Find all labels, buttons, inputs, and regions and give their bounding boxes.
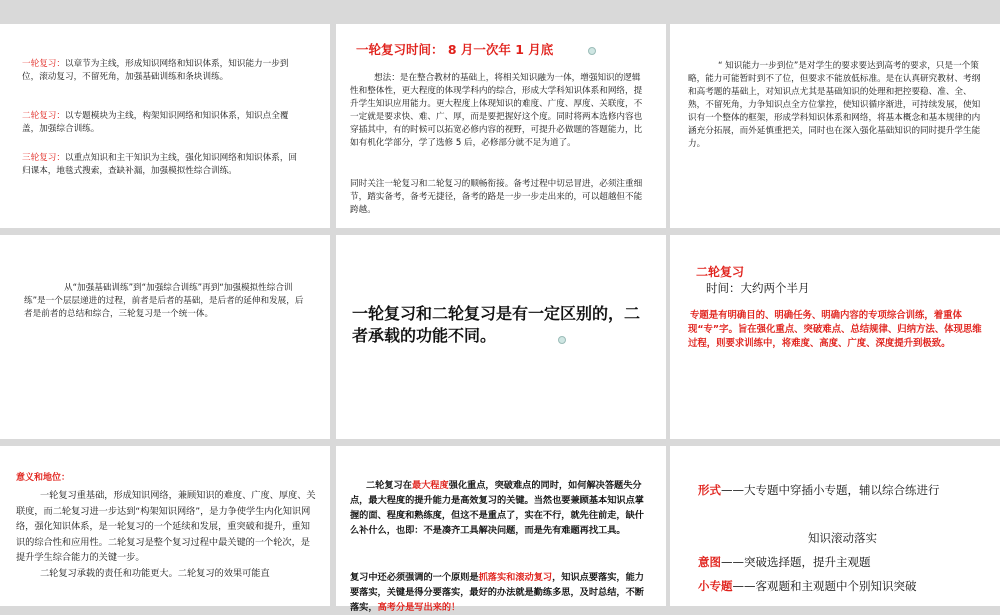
bullet-dot-icon <box>558 336 566 344</box>
small-topic-label: 小专题 <box>698 579 733 593</box>
slide-significance <box>0 446 330 606</box>
slide-title: 二轮复习 <box>696 265 745 279</box>
focus-paragraph <box>350 478 650 538</box>
slide-training-progression <box>0 235 330 439</box>
principle-text-start: 复习中还必须强调的一个原则是 <box>350 572 479 583</box>
intent-label: 意图 <box>698 555 721 569</box>
progression-paragraph: 从“加强基础训练”到“加强综合训练”再到“加强模拟性综合训练”是一个层层递进的过程，前者是后者的基础，是后者的延伸和发展，后者是前者的总结和综合，三轮复习是一个统一体。 <box>24 283 304 319</box>
first-round-text: 以章节为主线，形成知识网络和知识体系，知识能力一步到位，滚动复习，不留死角，加强基础训练和条块训练。 <box>22 59 289 82</box>
form-line <box>698 482 940 498</box>
intent-line <box>698 554 871 570</box>
principle-highlight: 抓落实和滚动复习 <box>478 572 553 583</box>
section-heading: 意义和地位： <box>16 473 71 483</box>
slide-first-round-time <box>336 24 666 228</box>
third-round-label: 三轮复习： <box>22 153 65 163</box>
time-line: 时间：大约两个半月 <box>706 281 810 295</box>
significance-paragraph-2: 二轮复习承载的责任和功能更大。二轮复习的效果可能直 <box>40 567 270 579</box>
slide-knowledge-ability <box>670 24 1000 228</box>
small-topic-line <box>698 578 917 594</box>
slide-second-round-focus <box>336 446 666 613</box>
form-text: ——大专题中穿插小专题，辅以综合练进行 <box>721 483 940 497</box>
slide-second-round <box>670 235 1000 439</box>
second-round-item <box>22 110 300 136</box>
significance-paragraph-1: 一轮复习重基础，形成知识网络，兼顾知识的难度、广度、厚度、关联度，而二轮复习进一步达到“构架知识网络”，是力争使学生内化知识网络，强化知识体系，是一轮复习的一个延续和发展，重突破和提升，重知识的综合性和应用性。二轮复习是整个复习过程中最关键的一个轮次，是提升学生综合能力的关键一步。 <box>16 490 316 564</box>
first-round-label: 一轮复习： <box>22 59 65 69</box>
significance-body <box>16 488 316 582</box>
principle-text-rest: ，知识点要落实，能力要落实，关键是得分要落实，最好的办法就是勤练多思，及时总结，不断落实， <box>350 572 644 613</box>
slide-difference-statement <box>336 235 666 439</box>
intent-text: ——突破选择题，提升主观题 <box>721 555 871 569</box>
focus-highlight: 最大程度 <box>411 480 449 491</box>
bullet-dot-icon <box>588 47 596 55</box>
principle-highlight-end: 高考分是写出来的！ <box>377 602 461 613</box>
slide-form-intent <box>670 446 1000 606</box>
second-round-text: 以专题模块为主线，构架知识网络和知识体系，知识点全覆盖，加强综合训练。 <box>22 111 289 134</box>
knowledge-paragraph: “ 知识能力一步到位”是对学生的要求要达到高考的要求，只是一个策略，能力可能暂时到不了位，但要求不能放低标准。是在认真研究教材、考纲和高考题的基础上，对知识点尤其是基础知识的处理和把控要稳、准、全、熟，不留死角，力争知识点全方位掌控，使知识循序渐进，可持续发展，使知识有一个整体的框架，形成学科知识体系和网络，将基本概念和基本规律的内涵充分拓展，而外延慎重把关，同时也在深入强化基础知识的同时提升学生能力。 <box>688 61 981 149</box>
third-round-item <box>22 152 300 178</box>
form-label: 形式 <box>698 483 721 497</box>
slide-review-rounds <box>0 24 330 228</box>
knowledge-line: 知识滚动落实 <box>808 531 877 545</box>
connection-paragraph: 同时关注一轮复习和二轮复习的顺畅衔接。备考过程中切忌冒进，必须注重细节，踏实备考，备考无捷径，备考的路是一步一步走出来的，可以超越但不能跨越。 <box>350 179 643 215</box>
second-round-label: 二轮复习： <box>22 111 65 121</box>
difference-statement: 一轮复习和二轮复习是有一定区别的，二者承载的功能不同。 <box>352 304 641 345</box>
third-round-text: 以重点知识和主干知识为主线，强化知识网络和知识体系，回归课本，地毯式搜索，查缺补漏，加强模拟性综合训练。 <box>22 153 298 176</box>
idea-paragraph: 想法：是在整合教材的基础上，将相关知识融为一体，增强知识的逻辑性和整体性，更大程度的体现学科内的综合，形成大学科知识体系和网络，提升学生知识应用能力。更大程度上体现知识的难度、广度、厚度、关联度，不一定就是要求快、难、广、厚，而是要把握好这个度。同时将两本选修内容也穿插其中，有的时候可以拓宽必修内容的视野，可提升必做题的答题能力，比如有机化学部分，学了选修 5 后，必修部分就不足为道了。 <box>350 73 643 148</box>
slide-title: 一轮复习时间： 8 月一次年 1 月底 <box>356 42 554 57</box>
principle-paragraph <box>350 570 650 615</box>
first-round-item <box>22 58 300 84</box>
focus-text-rest: 强化重点，突破难点的同时，如何解决答题失分点，最大程度的提升能力是高效复习的关键。当然也要兼顾基本知识点掌握的面、程度和熟练度，但这不是重点了，实在不行，就先往前走，缺什么补什么，也即：不是凑齐工具解决问题，而是先有难题再找工具。 <box>350 480 644 536</box>
focus-text-start: 二轮复习在 <box>366 480 412 491</box>
small-topic-text: ——客观题和主观题中个别知识突破 <box>732 579 917 593</box>
topic-paragraph: 专题是有明确目的、明确任务、明确内容的专项综合训练，着重体现“专”字。旨在强化重点、突破难点、总结规律、归纳方法、体现思维过程，则要求训练中，将难度、高度、广度、深度提升到极致。 <box>688 310 982 349</box>
